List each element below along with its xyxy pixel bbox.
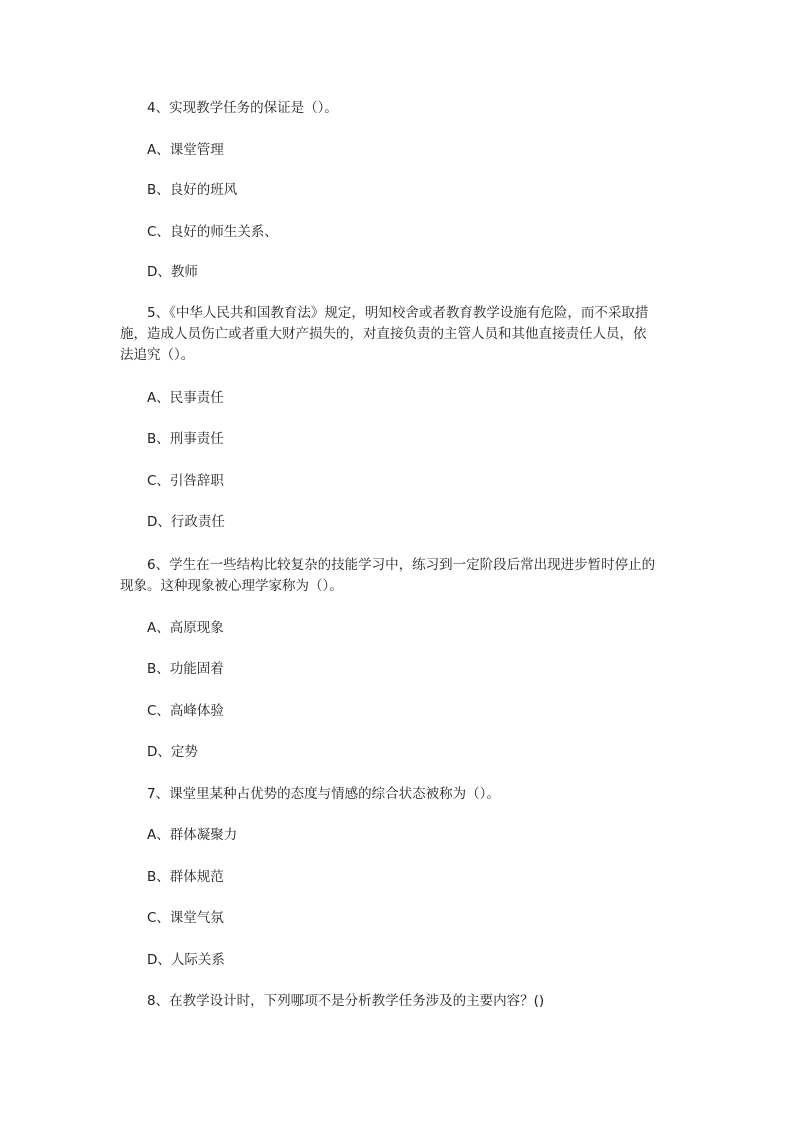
option-a [120, 618, 680, 639]
question-stem [120, 555, 680, 597]
stem-line: 6、学生在一些结构比较复杂的技能学习中，练习到一定阶段后常出现进步暂时停止的 [147, 557, 656, 573]
option-text: A、课堂管理 [147, 142, 224, 158]
option-text: A、群体凝聚力 [147, 827, 238, 843]
option-text: D、定势 [147, 744, 198, 760]
stem-line: 8、在教学设计时，下列哪项不是分析教学任务涉及的主要内容？() [147, 993, 545, 1009]
option-b [120, 180, 680, 201]
stem-line: 7、课堂里某种占优势的态度与情感的综合状态被称为（）。 [147, 786, 500, 802]
option-text: D、行政责任 [147, 514, 225, 530]
option-b [120, 429, 680, 450]
option-c [120, 701, 680, 722]
question-stem [120, 303, 680, 366]
option-a [120, 140, 680, 161]
option-text: A、高原现象 [147, 620, 224, 636]
option-b [120, 867, 680, 888]
option-text: C、良好的师生关系、 [147, 224, 278, 240]
option-d [120, 262, 680, 283]
option-a [120, 825, 680, 846]
option-d [120, 950, 680, 971]
stem-line: 5、《中华人民共和国教育法》规定，明知校舍或者教育教学设施有危险，而不采取措 [147, 305, 649, 321]
option-text: C、引咎辞职 [147, 473, 224, 489]
option-a [120, 388, 680, 409]
option-b [120, 659, 680, 680]
stem-line: 法追究（）。 [120, 347, 195, 363]
stem-line: 4、实现教学任务的保证是（）。 [147, 100, 338, 116]
question-stem [120, 98, 680, 119]
option-text: C、课堂气氛 [147, 910, 224, 926]
option-d [120, 742, 680, 763]
option-c [120, 471, 680, 492]
option-text: C、高峰体验 [147, 703, 224, 719]
option-text: D、人际关系 [147, 952, 225, 968]
stem-line: 现象。这种现象被心理学家称为（）。 [120, 578, 343, 594]
option-text: A、民事责任 [147, 390, 224, 406]
question-stem [120, 784, 680, 805]
option-text: B、刑事责任 [147, 431, 224, 447]
option-text: B、功能固着 [147, 661, 224, 677]
option-c [120, 908, 680, 929]
option-text: B、良好的班风 [147, 182, 238, 198]
option-d [120, 512, 680, 533]
option-text: D、教师 [147, 264, 198, 280]
option-text: B、群体规范 [147, 869, 224, 885]
question-stem [120, 991, 680, 1012]
option-c [120, 222, 680, 243]
stem-line: 施，造成人员伤亡或者重大财产损失的，对直接负责的主管人员和其他直接责任人员，依 [120, 326, 647, 342]
